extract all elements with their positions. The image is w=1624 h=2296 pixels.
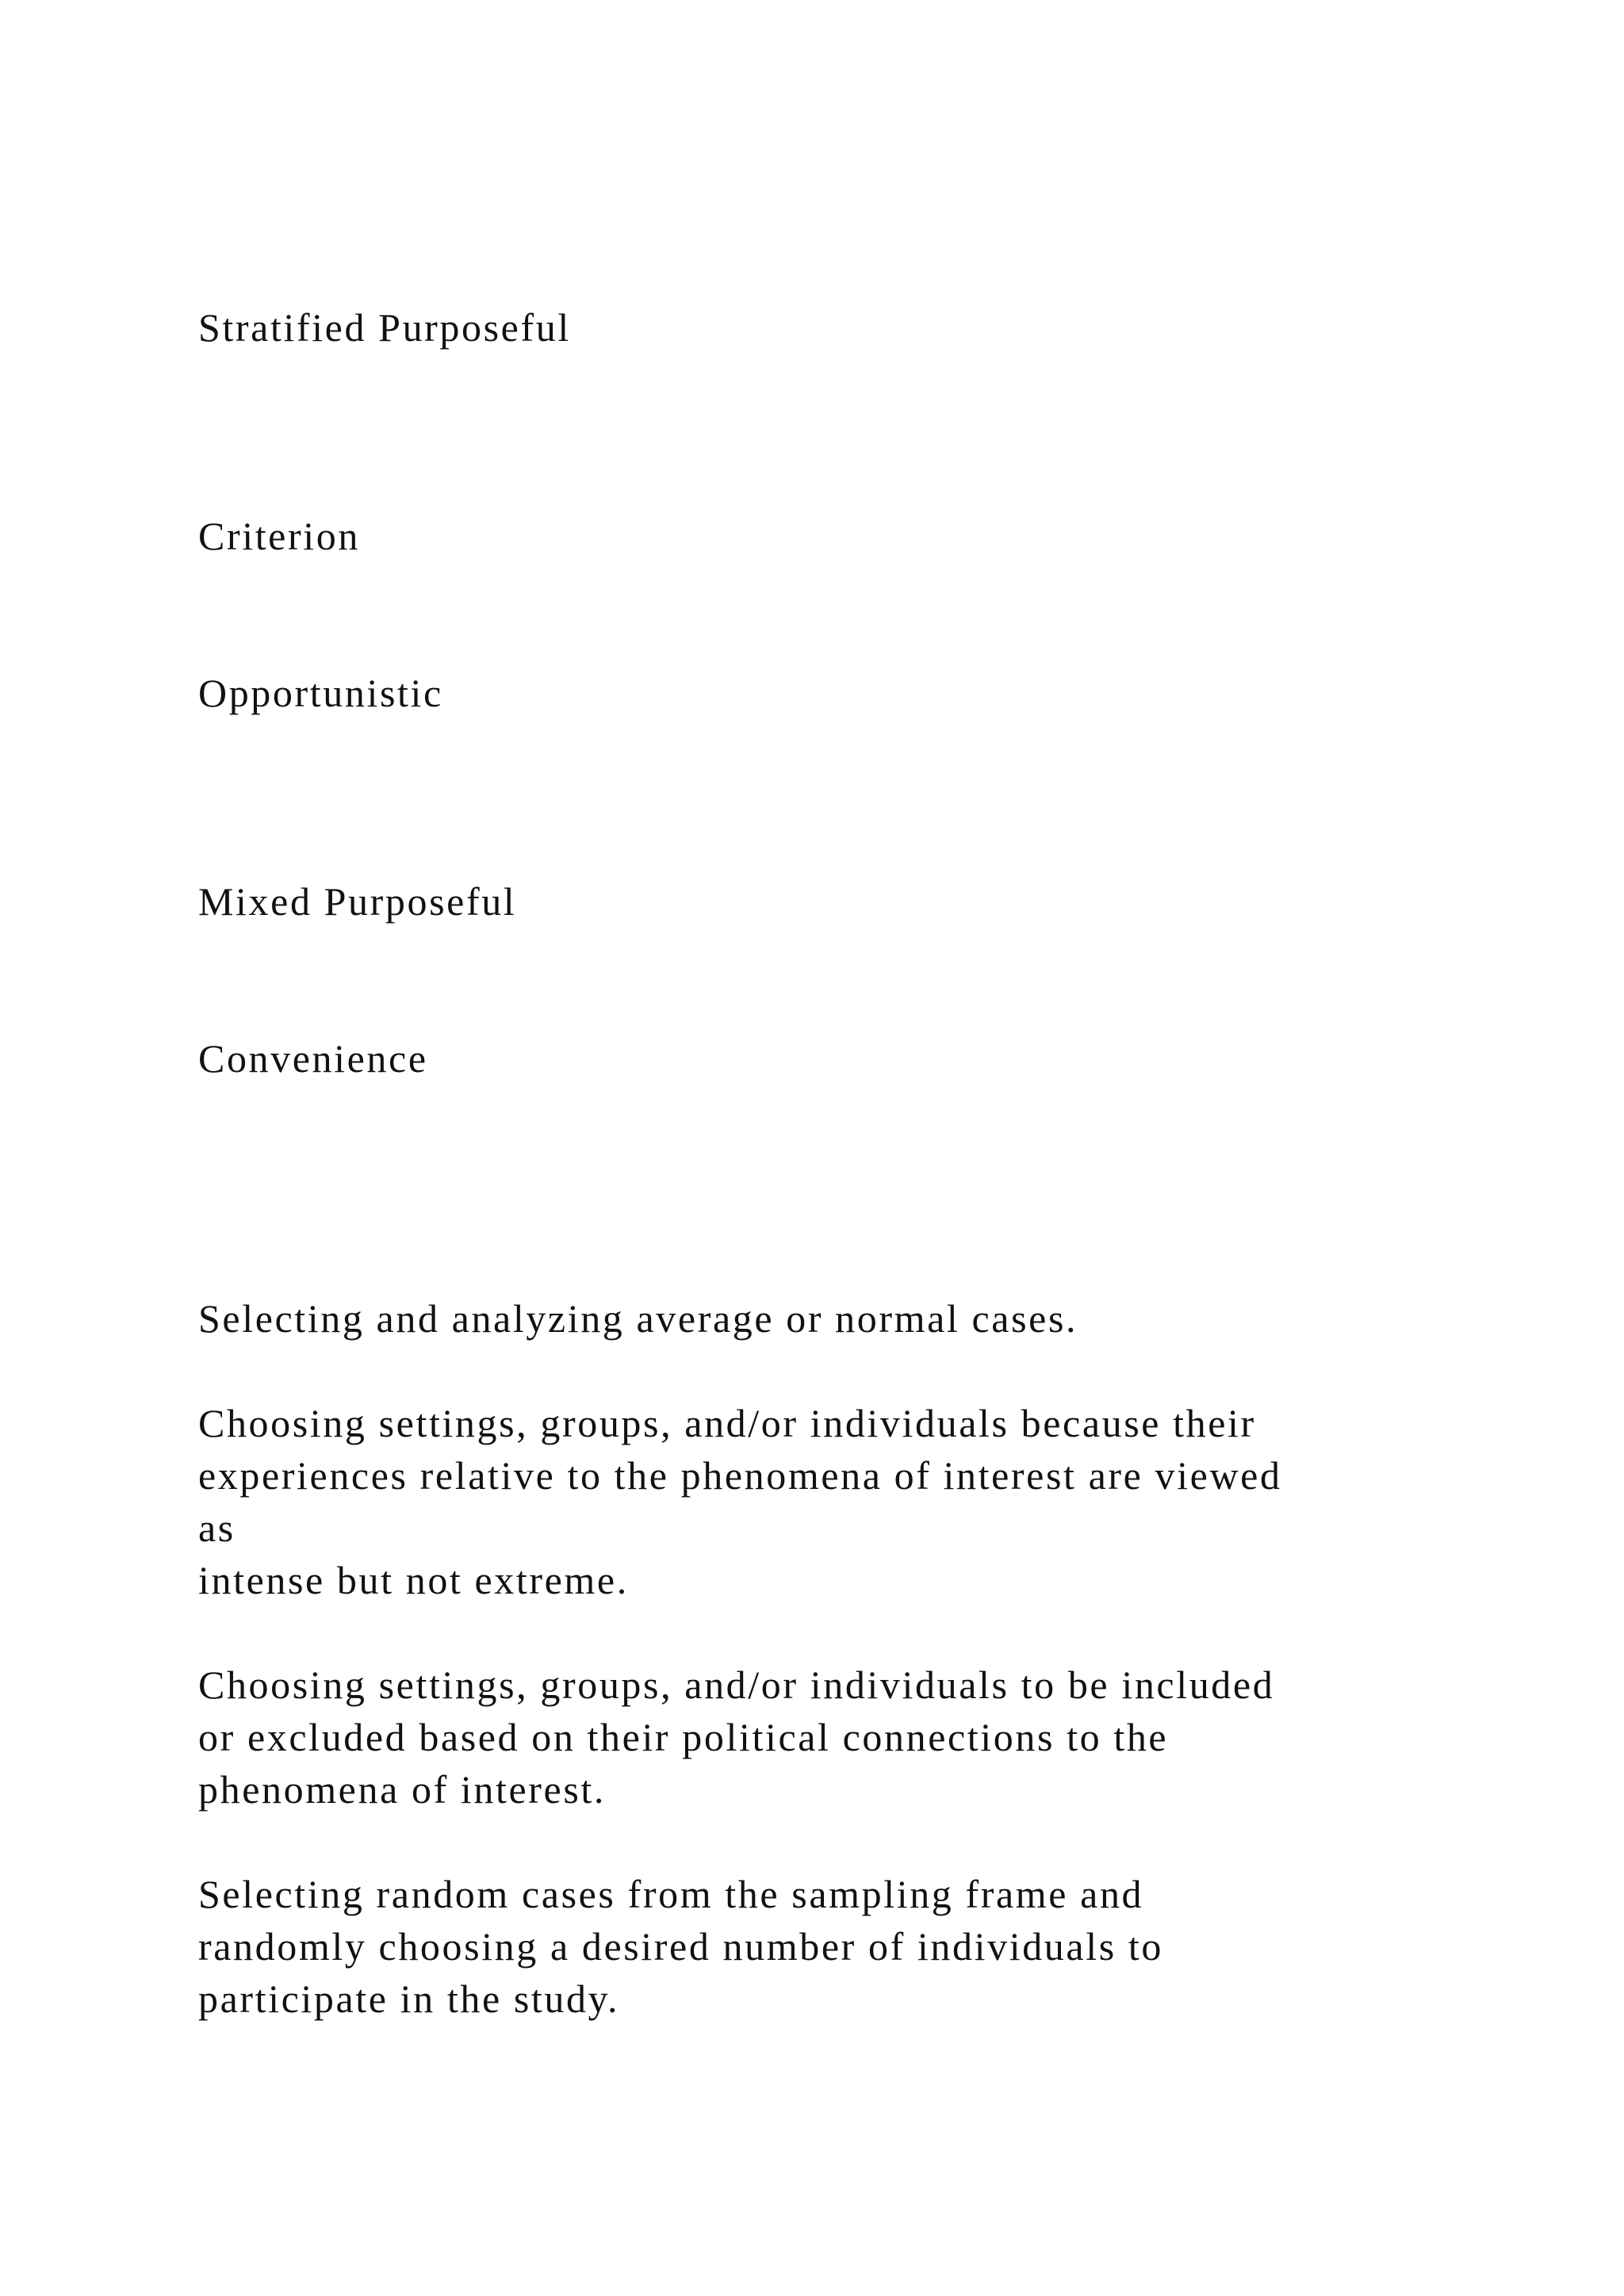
definition-3-line-1: Choosing settings, groups, and/or individuals to be included bbox=[198, 1663, 1275, 1707]
term-opportunistic: Opportunistic bbox=[198, 671, 443, 715]
definition-4-line-1: Selecting random cases from the sampling frame and bbox=[198, 1872, 1144, 1916]
definition-2-line-3: as bbox=[198, 1506, 236, 1550]
definition-4-line-2: randomly choosing a desired number of individuals to bbox=[198, 1924, 1163, 1969]
definition-3-line-3: phenomena of interest. bbox=[198, 1767, 606, 1812]
definition-4-line-3: participate in the study. bbox=[198, 1976, 620, 2021]
term-stratified-purposeful: Stratified Purposeful bbox=[198, 305, 571, 350]
definition-1-line-1: Selecting and analyzing average or normal cases. bbox=[198, 1296, 1078, 1341]
definition-3-line-2: or excluded based on their political connections to the bbox=[198, 1715, 1169, 1759]
definition-2-line-4: intense but not extreme. bbox=[198, 1558, 629, 1602]
definition-2-line-1: Choosing settings, groups, and/or individuals because their bbox=[198, 1401, 1256, 1445]
definition-2-line-2: experiences relative to the phenomena of interest are viewed bbox=[198, 1453, 1282, 1498]
term-mixed-purposeful: Mixed Purposeful bbox=[198, 879, 517, 924]
term-criterion: Criterion bbox=[198, 514, 360, 558]
term-convenience: Convenience bbox=[198, 1036, 428, 1081]
